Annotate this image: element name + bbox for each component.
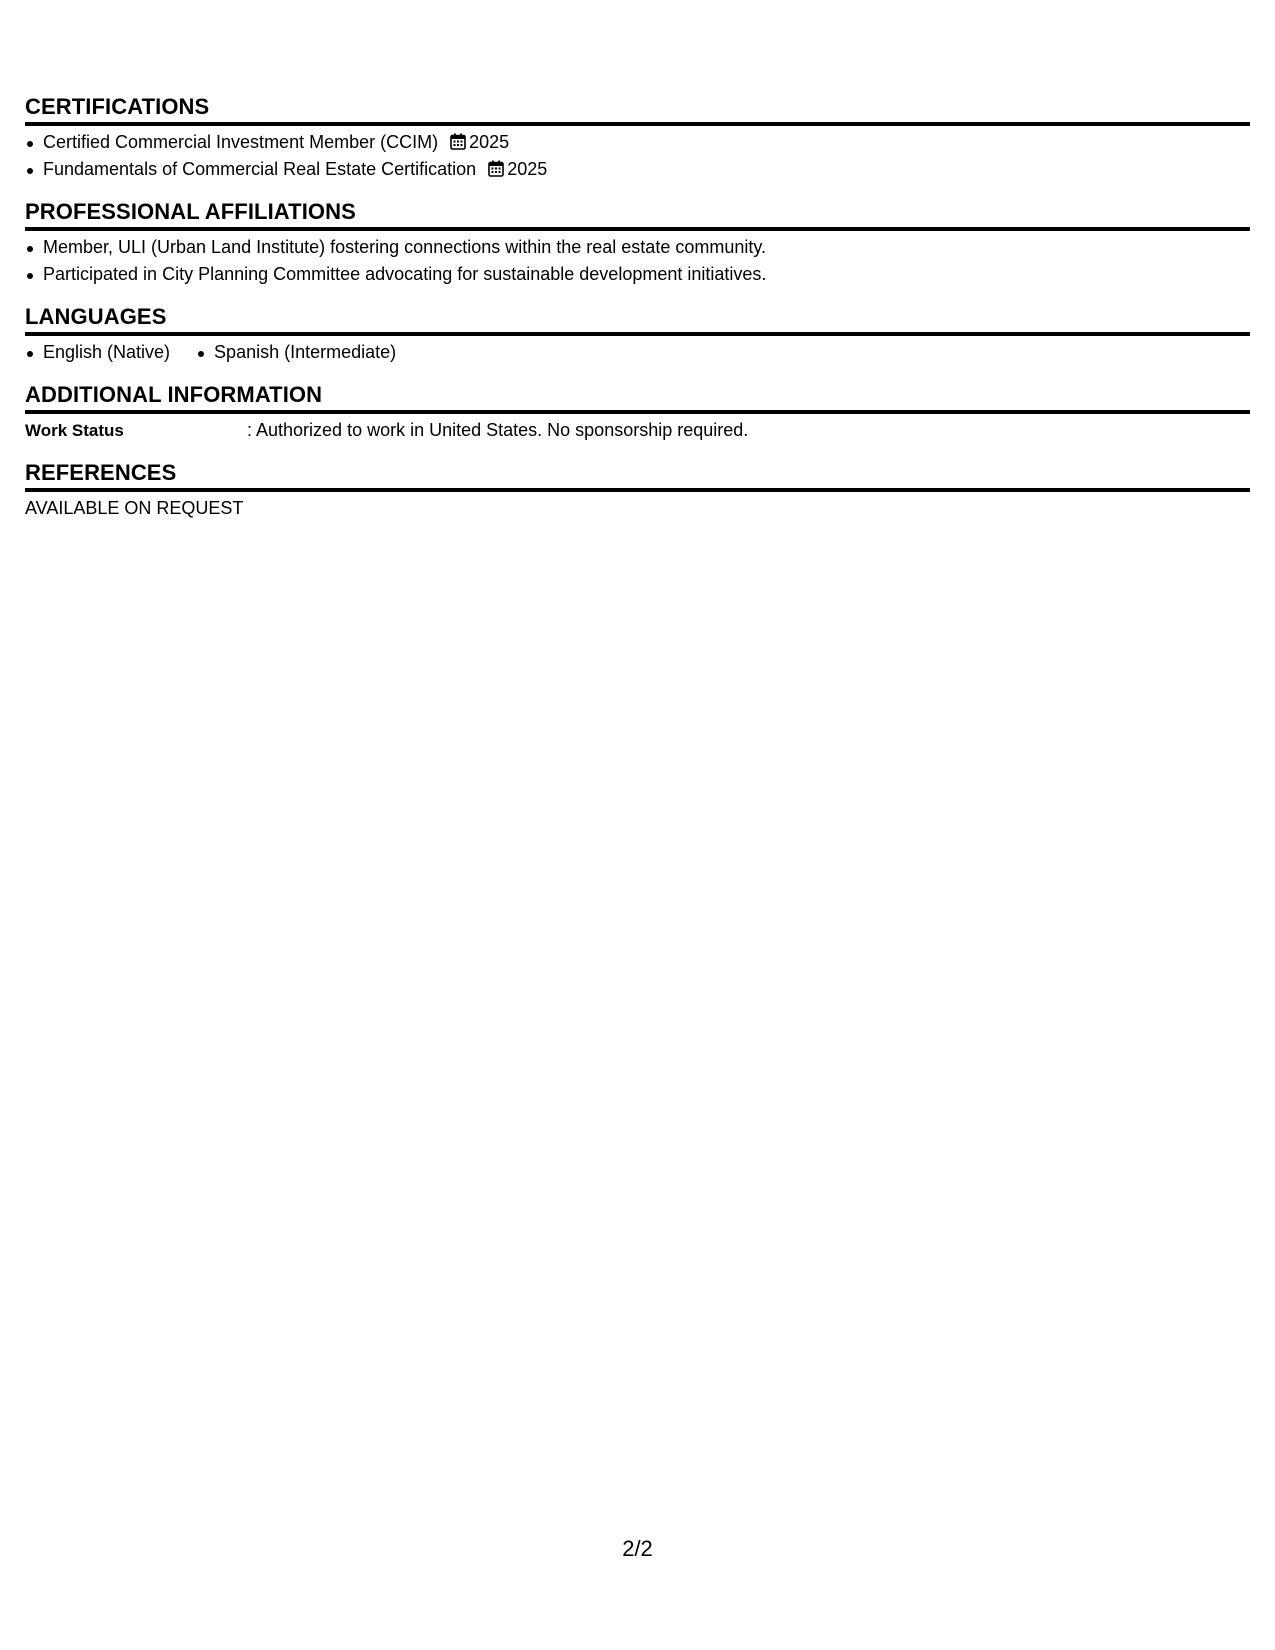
calendar-icon bbox=[450, 133, 466, 150]
affiliation-item: Member, ULI (Urban Land Institute) fostering connections within the real estate community. bbox=[43, 234, 1250, 261]
certifications-heading: CERTIFICATIONS bbox=[25, 92, 1250, 126]
references-heading: REFERENCES bbox=[25, 458, 1250, 492]
affiliation-item: Participated in City Planning Committee advocating for sustainable development initiatives. bbox=[43, 261, 1250, 288]
calendar-icon bbox=[488, 160, 504, 177]
languages-section bbox=[25, 302, 1250, 366]
certification-name: Certified Commercial Investment Member (CCIM) bbox=[43, 132, 439, 152]
languages-list bbox=[25, 339, 1250, 366]
languages-heading: LANGUAGES bbox=[25, 302, 1250, 336]
certification-year: 2025 bbox=[507, 159, 548, 179]
affiliations-heading: PROFESSIONAL AFFILIATIONS bbox=[25, 197, 1250, 231]
language-item: English (Native) bbox=[43, 339, 170, 366]
work-status-label: Work Status bbox=[25, 421, 124, 440]
additional-information-section bbox=[25, 380, 1250, 444]
certification-year: 2025 bbox=[469, 132, 510, 152]
certifications-list bbox=[25, 129, 1250, 183]
certification-item bbox=[43, 129, 1250, 156]
work-status-row bbox=[25, 417, 1250, 444]
references-section bbox=[25, 458, 1250, 522]
affiliations-list bbox=[25, 234, 1250, 288]
page-number: 2/2 bbox=[622, 1536, 653, 1561]
certifications-section bbox=[25, 92, 1250, 183]
additional-information-heading: ADDITIONAL INFORMATION bbox=[25, 380, 1250, 414]
resume-page bbox=[25, 92, 1250, 522]
certification-name: Fundamentals of Commercial Real Estate Certification bbox=[43, 159, 477, 179]
references-text: AVAILABLE ON REQUEST bbox=[25, 498, 244, 518]
affiliations-section bbox=[25, 197, 1250, 288]
certification-item bbox=[43, 156, 1250, 183]
language-item: Spanish (Intermediate) bbox=[214, 339, 396, 366]
work-status-value: : Authorized to work in United States. No sponsorship required. bbox=[247, 420, 749, 440]
